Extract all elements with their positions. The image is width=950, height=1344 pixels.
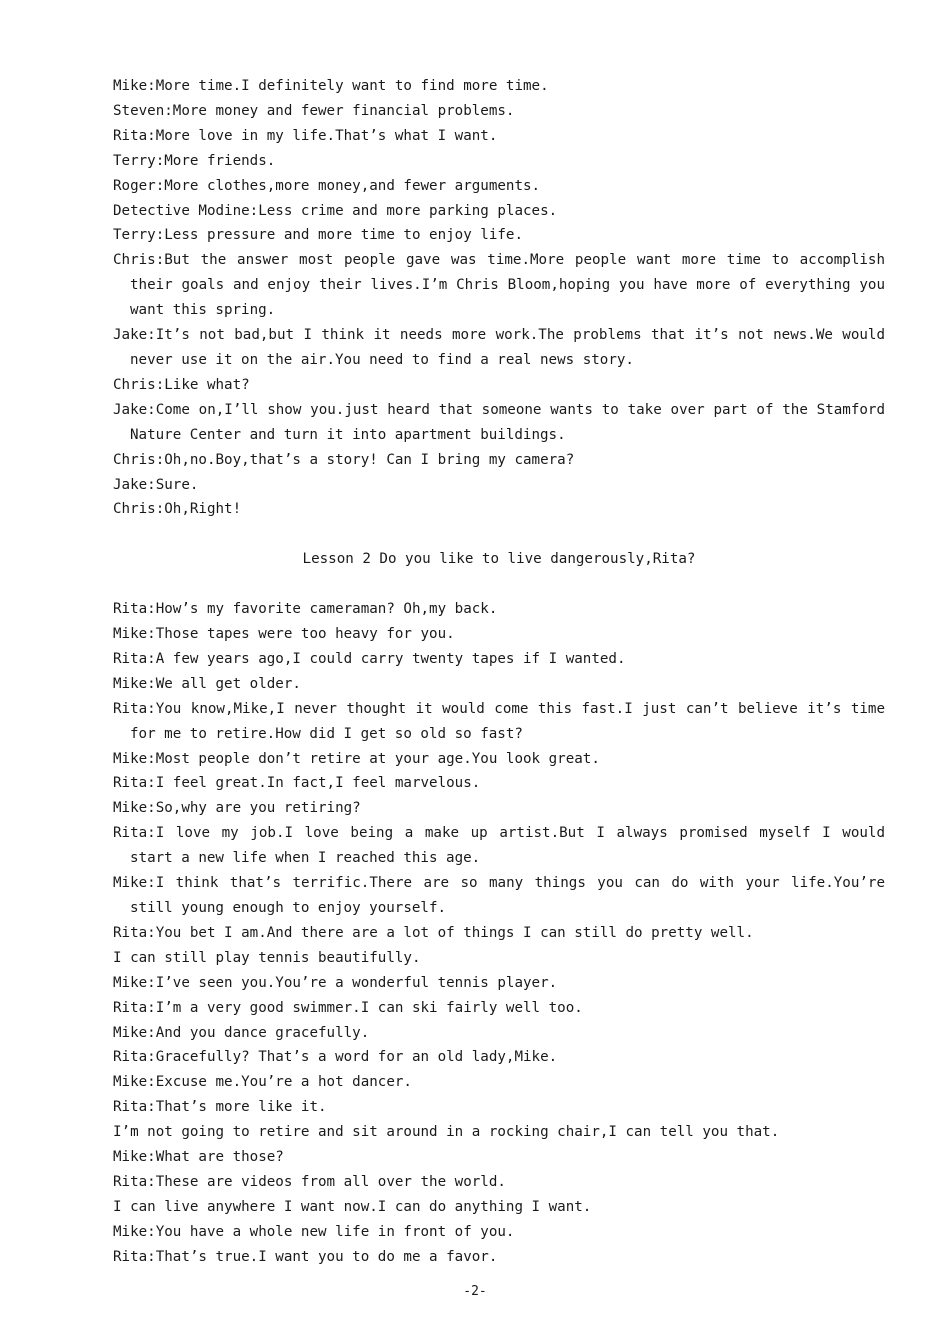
document-body [113, 74, 885, 1270]
dialogue-line: I can live anywhere I want now.I can do anything I want. [113, 1198, 592, 1215]
dialogue-line: Terry:Less pressure and more time to enjoy life. [113, 227, 523, 244]
dialogue-line: Mike:Most people don’t retire at your age.You look great. [113, 750, 600, 767]
dialogue-line: Mike:More time.I definitely want to find more time. [113, 78, 549, 94]
dialogue-line: I can still play tennis beautifully. [113, 949, 421, 966]
dialogue-line: Rita:More love in my life.That’s what I want. [113, 127, 498, 144]
dialogue-line: Mike:So,why are you retiring? [113, 800, 361, 817]
dialogue-line: Terry:More friends. [113, 152, 276, 169]
dialogue-line: Chris:Oh,Right! [113, 501, 242, 518]
dialogue-line: Rita:Gracefully? That’s a word for an old lady,Mike. [113, 1049, 558, 1066]
dialogue-section-1 [113, 74, 885, 522]
dialogue-line: Mike:And you dance gracefully. [113, 1024, 370, 1041]
dialogue-line: Mike:We all get older. [113, 675, 301, 692]
dialogue-line: Rita:I feel great.In fact,I feel marvelous. [113, 775, 481, 792]
dialogue-line: Mike:Excuse me.You’re a hot dancer. [113, 1074, 412, 1091]
dialogue-line: Chris:Like what? [113, 376, 250, 393]
dialogue-line: Mike:What are those? [113, 1149, 284, 1166]
dialogue-line: Chris:Oh,no.Boy,that’s a story! Can I bring my camera? [113, 451, 575, 468]
dialogue-line: Rita:That’s more like it. [113, 1099, 327, 1116]
dialogue-line: Mike:I’ve seen you.You’re a wonderful tennis player. [113, 974, 558, 991]
dialogue-line: Steven:More money and fewer financial problems. [113, 102, 515, 119]
dialogue-section-2 [113, 597, 885, 1269]
page-number: -2- [463, 1284, 487, 1299]
dialogue-line: Mike:You have a whole new life in front of you. [113, 1223, 515, 1240]
lesson-title: Lesson 2 Do you like to live dangerously,Rita? [302, 551, 696, 568]
dialogue-line: Roger:More clothes,more money,and fewer arguments. [113, 177, 541, 194]
dialogue-line: Jake:Sure. [113, 476, 199, 493]
dialogue-line: Rita:I’m a very good swimmer.I can ski fairly well too. [113, 999, 583, 1016]
dialogue-line: Rita:I love my job.I love being a make up artist.But I always promised myself I would start a new life when I reached this age. [113, 825, 885, 867]
dialogue-line: Rita:These are videos from all over the world. [113, 1173, 506, 1190]
dialogue-line: Chris:But the answer most people gave was time.More people want more time to accomplish their goals and enjoy their lives.I’m Chris Bloom,hoping you have more of everything you want this spring. [113, 252, 885, 319]
dialogue-line: Rita:That’s true.I want you to do me a favor. [113, 1248, 498, 1265]
dialogue-line: Detective Modine:Less crime and more parking places. [113, 202, 558, 219]
dialogue-line: I’m not going to retire and sit around in a rocking chair,I can tell you that. [113, 1124, 780, 1141]
dialogue-line: Rita:A few years ago,I could carry twenty tapes if I wanted. [113, 650, 626, 667]
dialogue-line: Rita:You bet I am.And there are a lot of things I can still do pretty well. [113, 924, 754, 941]
dialogue-line: Mike:Those tapes were too heavy for you. [113, 626, 455, 643]
dialogue-line: Mike:I think that’s terrific.There are so many things you can do with your life.You’re still young enough to enjoy yourself. [113, 875, 885, 916]
dialogue-line: Rita:How’s my favorite cameraman? Oh,my back. [113, 601, 498, 618]
dialogue-line: Jake:Come on,I’ll show you.just heard that someone wants to take over part of the Stamford Nature Center and turn it into apartment buildings. [113, 401, 885, 443]
dialogue-line: Rita:You know,Mike,I never thought it would come this fast.I just can’t believe it’s time for me to retire.How did I get so old so fast? [113, 700, 885, 742]
dialogue-line: Jake:It’s not bad,but I think it needs more work.The problems that it’s not news.We would never use it on the air.You need to find a real news story. [113, 327, 885, 368]
